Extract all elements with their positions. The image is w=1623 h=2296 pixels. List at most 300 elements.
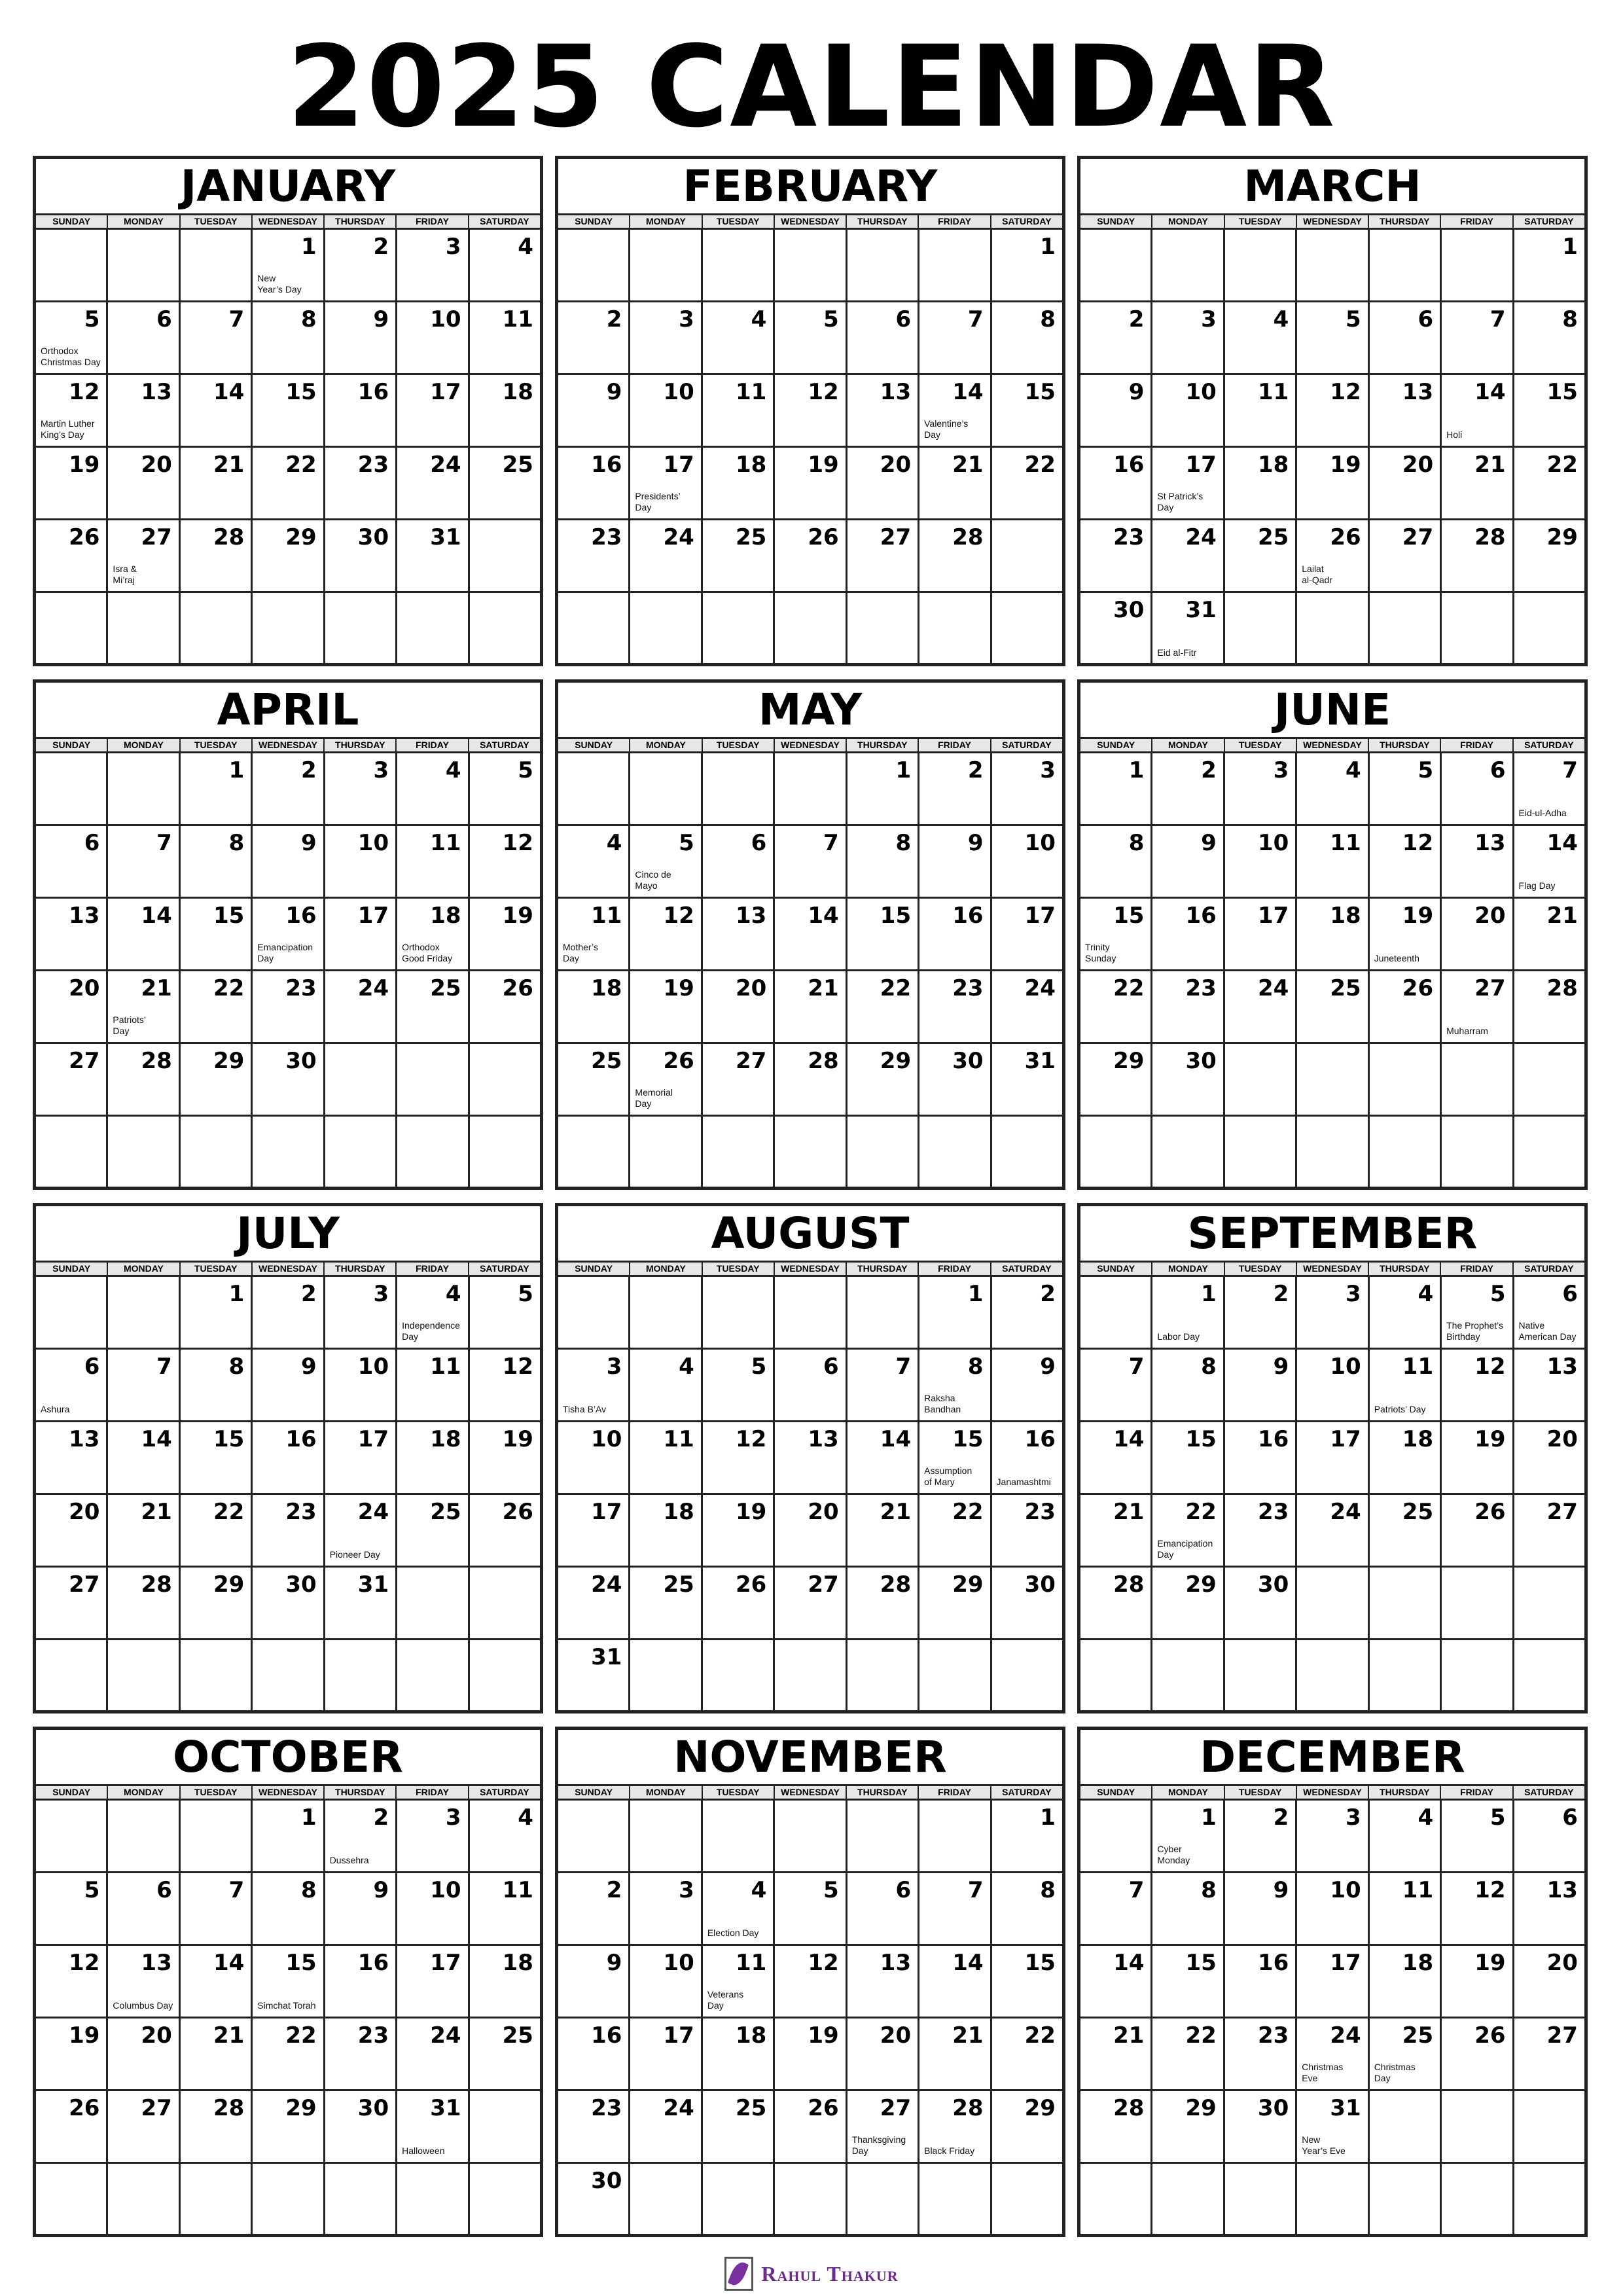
- empty-cell: [1368, 230, 1440, 300]
- day-number: 10: [1330, 1354, 1361, 1380]
- day-number: 2: [606, 1877, 622, 1903]
- day-cell: [918, 1422, 990, 1493]
- day-cell: [558, 1568, 628, 1638]
- day-cell: [1440, 375, 1512, 446]
- week-row: [36, 1420, 540, 1493]
- week-row: [36, 897, 540, 969]
- month-name: FEBRUARY: [683, 161, 938, 211]
- week-row: [558, 373, 1062, 446]
- day-number: 10: [1185, 379, 1217, 405]
- day-cell: [1440, 2018, 1512, 2089]
- day-cell: [990, 1350, 1062, 1420]
- week-row: [558, 1348, 1062, 1420]
- weekday-label: MONDAY: [107, 739, 179, 751]
- day-cell: [1080, 1495, 1150, 1566]
- day-number: 26: [1402, 975, 1434, 1001]
- day-cell: [106, 1044, 178, 1115]
- day-cell: [846, 520, 918, 591]
- day-number: 1: [1201, 1804, 1217, 1831]
- empty-cell: [701, 593, 773, 664]
- day-cell: [628, 375, 700, 446]
- day-cell: [1150, 1422, 1222, 1493]
- day-cell: [1150, 593, 1222, 664]
- empty-cell: [36, 753, 106, 824]
- day-cell: [1295, 753, 1367, 824]
- weekday-label: WEDNESDAY: [251, 1786, 323, 1799]
- empty-cell: [918, 1640, 990, 1711]
- day-cell: [846, 448, 918, 518]
- empty-cell: [628, 1801, 700, 1871]
- day-cell: [558, 448, 628, 518]
- day-cell: [846, 753, 918, 824]
- day-cell: [251, 1350, 323, 1420]
- day-cell: [1440, 1801, 1512, 1871]
- weekday-label: WEDNESDAY: [774, 215, 846, 228]
- day-cell: [251, 2091, 323, 2162]
- empty-cell: [395, 1640, 467, 1711]
- day-cell: [918, 2018, 990, 2089]
- empty-cell: [773, 593, 845, 664]
- day-cell: [1295, 448, 1367, 518]
- day-cell: [251, 1495, 323, 1566]
- week-row: [36, 2017, 540, 2089]
- day-cell: [1512, 1422, 1584, 1493]
- day-number: 4: [1418, 1804, 1434, 1831]
- day-cell: [395, 1422, 467, 1493]
- week-row: [1080, 969, 1584, 1042]
- empty-cell: [106, 593, 178, 664]
- empty-cell: [628, 1640, 700, 1711]
- day-number: 26: [735, 1571, 767, 1598]
- day-number: 6: [156, 306, 172, 332]
- weekday-label: WEDNESDAY: [774, 1263, 846, 1275]
- day-cell: [701, 448, 773, 518]
- day-number: 19: [1402, 903, 1434, 929]
- day-number: 29: [952, 1571, 984, 1598]
- month-june: [1077, 679, 1588, 1190]
- weekday-label: SUNDAY: [1097, 216, 1135, 226]
- day-number: 8: [1201, 1354, 1217, 1380]
- empty-cell: [1295, 1640, 1367, 1711]
- holiday-label: Martin Luther King’s Day: [41, 418, 95, 440]
- day-number: 11: [430, 830, 461, 856]
- day-number: 17: [591, 1499, 622, 1525]
- empty-cell: [1295, 593, 1367, 664]
- empty-cell: [1368, 2164, 1440, 2234]
- weekday-label: SUNDAY: [575, 740, 613, 750]
- day-cell: [1512, 899, 1584, 969]
- weekday-label: FRIDAY: [395, 739, 467, 751]
- day-cell: [36, 1422, 106, 1493]
- day-number: 2: [1273, 1804, 1289, 1831]
- day-cell: [468, 1350, 540, 1420]
- month-may: [555, 679, 1065, 1190]
- weekday-label: SUNDAY: [1097, 740, 1135, 750]
- day-cell: [918, 520, 990, 591]
- weekday-label: THURSDAY: [1368, 739, 1440, 751]
- day-number: 20: [880, 452, 912, 478]
- day-cell: [36, 520, 106, 591]
- empty-cell: [468, 1640, 540, 1711]
- day-number: 13: [69, 903, 100, 929]
- day-cell: [395, 448, 467, 518]
- day-number: 22: [952, 1499, 984, 1525]
- day-number: 14: [880, 1426, 912, 1452]
- day-cell: [1295, 1946, 1367, 2017]
- day-number: 8: [1040, 306, 1056, 332]
- empty-cell: [1512, 2164, 1584, 2234]
- month-december: [1077, 1727, 1588, 2237]
- week-row: [36, 2089, 540, 2162]
- day-cell: [1150, 1495, 1222, 1566]
- day-number: 14: [141, 903, 172, 929]
- day-number: 22: [1185, 2022, 1217, 2049]
- day-cell: [918, 753, 990, 824]
- day-cell: [1512, 826, 1584, 897]
- day-cell: [1440, 1495, 1512, 1566]
- day-cell: [773, 1044, 845, 1115]
- day-number: 29: [1113, 1048, 1145, 1074]
- day-cell: [36, 448, 106, 518]
- weekday-label: MONDAY: [1151, 1786, 1223, 1799]
- day-number: 20: [735, 975, 767, 1001]
- month-october: [33, 1727, 543, 2237]
- day-number: 25: [735, 2095, 767, 2121]
- day-cell: [1440, 1946, 1512, 2017]
- day-cell: [468, 448, 540, 518]
- day-number: 28: [952, 524, 984, 550]
- weekday-label: FRIDAY: [918, 1786, 990, 1799]
- day-number: 1: [301, 1804, 317, 1831]
- day-number: 30: [285, 1571, 317, 1598]
- day-cell: [323, 1495, 395, 1566]
- weekday-header: [558, 1784, 1062, 1801]
- day-number: 25: [591, 1048, 622, 1074]
- day-number: 27: [1474, 975, 1506, 1001]
- day-number: 16: [1185, 903, 1217, 929]
- day-number: 29: [285, 524, 317, 550]
- week-row: [1080, 753, 1584, 824]
- empty-cell: [628, 2164, 700, 2234]
- day-number: 19: [808, 452, 839, 478]
- day-number: 9: [373, 306, 389, 332]
- empty-cell: [106, 1640, 178, 1711]
- holiday-label: Patriots’ Day: [113, 1014, 146, 1036]
- day-number: 14: [213, 379, 245, 405]
- day-number: 2: [1128, 306, 1145, 332]
- empty-cell: [106, 1801, 178, 1871]
- day-cell: [990, 2018, 1062, 2089]
- week-row: [1080, 1638, 1584, 1711]
- weekday-label: FRIDAY: [1440, 1263, 1512, 1275]
- empty-cell: [1080, 2164, 1150, 2234]
- week-row: [36, 969, 540, 1042]
- day-number: 29: [1185, 1571, 1217, 1598]
- day-number: 29: [213, 1571, 245, 1598]
- day-number: 25: [663, 1571, 694, 1598]
- weekday-label: SUNDAY: [575, 216, 613, 226]
- day-number: 9: [1201, 830, 1217, 856]
- day-number: 14: [1113, 1426, 1145, 1452]
- day-cell: [846, 302, 918, 373]
- empty-cell: [846, 1640, 918, 1711]
- day-cell: [918, 826, 990, 897]
- week-row: [558, 1566, 1062, 1638]
- day-cell: [323, 230, 395, 300]
- weekday-label: SUNDAY: [52, 1263, 91, 1274]
- day-cell: [1295, 302, 1367, 373]
- holiday-label: Presidents’ Day: [635, 491, 681, 512]
- day-cell: [918, 1568, 990, 1638]
- empty-cell: [1295, 2164, 1367, 2234]
- day-number: 23: [1113, 524, 1145, 550]
- month-name: DECEMBER: [1200, 1732, 1465, 1782]
- day-cell: [1368, 753, 1440, 824]
- week-row: [36, 1944, 540, 2017]
- day-number: 26: [1330, 524, 1361, 550]
- day-number: 7: [228, 306, 245, 332]
- day-cell: [1150, 1277, 1222, 1348]
- day-cell: [1440, 826, 1512, 897]
- day-cell: [558, 1946, 628, 2017]
- day-number: 12: [1330, 379, 1361, 405]
- empty-cell: [1512, 1640, 1584, 1711]
- empty-cell: [36, 1801, 106, 1871]
- day-cell: [628, 826, 700, 897]
- day-cell: [106, 826, 178, 897]
- day-cell: [1440, 1350, 1512, 1420]
- day-cell: [918, 1044, 990, 1115]
- day-number: 9: [1273, 1877, 1289, 1903]
- day-cell: [1295, 971, 1367, 1042]
- day-number: 3: [1346, 1281, 1361, 1307]
- day-cell: [323, 2018, 395, 2089]
- day-number: 26: [502, 1499, 533, 1525]
- day-cell: [468, 375, 540, 446]
- day-number: 24: [430, 452, 461, 478]
- day-number: 6: [823, 1354, 839, 1380]
- empty-cell: [1295, 1044, 1367, 1115]
- holiday-label: Memorial Day: [635, 1087, 673, 1109]
- day-cell: [1150, 375, 1222, 446]
- week-row: [558, 1042, 1062, 1115]
- day-number: 12: [808, 1950, 839, 1976]
- day-cell: [1080, 375, 1150, 446]
- day-number: 5: [1489, 1804, 1506, 1831]
- day-cell: [846, 1568, 918, 1638]
- day-cell: [251, 971, 323, 1042]
- day-number: 20: [1546, 1426, 1578, 1452]
- day-cell: [918, 1495, 990, 1566]
- weekday-label: THURSDAY: [846, 1786, 918, 1799]
- day-cell: [323, 520, 395, 591]
- day-cell: [990, 1495, 1062, 1566]
- empty-cell: [1440, 2164, 1512, 2234]
- day-number: 19: [69, 2022, 100, 2049]
- weekday-label: TUESDAY: [702, 739, 774, 751]
- day-number: 8: [301, 1877, 317, 1903]
- day-cell: [628, 2091, 700, 2162]
- day-cell: [558, 520, 628, 591]
- day-cell: [628, 1946, 700, 2017]
- day-number: 8: [1040, 1877, 1056, 1903]
- day-cell: [701, 1946, 773, 2017]
- holiday-label: The Prophet’s Birthday: [1446, 1320, 1504, 1342]
- weekday-label: FRIDAY: [1440, 739, 1512, 751]
- day-number: 18: [430, 1426, 461, 1452]
- empty-cell: [36, 593, 106, 664]
- weekday-label: SATURDAY: [468, 739, 540, 751]
- day-cell: [918, 302, 990, 373]
- day-number: 12: [1402, 830, 1434, 856]
- day-number: 1: [228, 757, 245, 783]
- week-row: [1080, 2162, 1584, 2234]
- day-cell: [701, 375, 773, 446]
- day-number: 3: [373, 757, 389, 783]
- day-cell: [701, 302, 773, 373]
- weekday-label: TUESDAY: [1224, 739, 1296, 751]
- day-cell: [1223, 1568, 1295, 1638]
- day-number: 2: [1273, 1281, 1289, 1307]
- day-number: 5: [1346, 306, 1361, 332]
- weekday-label: MONDAY: [1151, 1263, 1223, 1275]
- day-cell: [106, 1350, 178, 1420]
- holiday-label: Tisha B’Av: [563, 1404, 607, 1414]
- weekday-label: MONDAY: [107, 215, 179, 228]
- week-row: [558, 300, 1062, 373]
- day-number: 30: [1257, 2095, 1289, 2121]
- day-number: 18: [1257, 452, 1289, 478]
- empty-cell: [1080, 230, 1150, 300]
- weekday-label: SATURDAY: [990, 1263, 1062, 1275]
- holiday-label: Thanksgiving Day: [851, 2134, 906, 2156]
- day-number: 16: [1113, 452, 1145, 478]
- week-row: [1080, 1115, 1584, 1187]
- day-number: 8: [895, 830, 912, 856]
- day-number: 27: [880, 524, 912, 550]
- day-cell: [468, 1801, 540, 1871]
- day-number: 27: [880, 2095, 912, 2121]
- day-cell: [323, 1350, 395, 1420]
- day-number: 9: [373, 1877, 389, 1903]
- day-cell: [323, 1422, 395, 1493]
- day-cell: [395, 899, 467, 969]
- day-cell: [1150, 2018, 1222, 2089]
- day-cell: [179, 2018, 251, 2089]
- empty-cell: [251, 593, 323, 664]
- day-cell: [773, 1350, 845, 1420]
- day-number: 11: [430, 1354, 461, 1380]
- day-cell: [918, 448, 990, 518]
- day-number: 14: [1546, 830, 1578, 856]
- day-cell: [395, 1801, 467, 1871]
- day-cell: [1295, 1350, 1367, 1420]
- day-cell: [1150, 302, 1222, 373]
- empty-cell: [918, 593, 990, 664]
- day-number: 28: [1474, 524, 1506, 550]
- day-number: 29: [880, 1048, 912, 1074]
- day-cell: [36, 826, 106, 897]
- day-number: 4: [518, 1804, 533, 1831]
- day-cell: [558, 302, 628, 373]
- weekday-header: [558, 1261, 1062, 1277]
- day-cell: [251, 302, 323, 373]
- day-number: 11: [591, 903, 622, 929]
- empty-cell: [1368, 1117, 1440, 1187]
- day-cell: [701, 2091, 773, 2162]
- empty-cell: [1512, 1044, 1584, 1115]
- week-row: [1080, 1566, 1584, 1638]
- holiday-label: Assumption of Mary: [924, 1465, 972, 1487]
- weekday-label: THURSDAY: [323, 215, 395, 228]
- empty-cell: [558, 1277, 628, 1348]
- holiday-label: Emancipation Day: [257, 942, 313, 963]
- day-cell: [990, 1277, 1062, 1348]
- empty-cell: [1512, 1117, 1584, 1187]
- day-cell: [1368, 1495, 1440, 1566]
- empty-cell: [918, 230, 990, 300]
- week-row: [558, 230, 1062, 300]
- day-cell: [251, 826, 323, 897]
- day-cell: [1512, 520, 1584, 591]
- day-cell: [1368, 1277, 1440, 1348]
- day-cell: [773, 899, 845, 969]
- day-cell: [701, 1044, 773, 1115]
- week-row: [1080, 1944, 1584, 2017]
- day-number: 21: [808, 975, 839, 1001]
- day-number: 11: [663, 1426, 694, 1452]
- day-cell: [36, 1873, 106, 1944]
- day-number: 31: [357, 1571, 389, 1598]
- day-cell: [1368, 1873, 1440, 1944]
- empty-cell: [558, 1801, 628, 1871]
- empty-cell: [1223, 1117, 1295, 1187]
- holiday-label: Juneteenth: [1374, 953, 1419, 963]
- day-number: 10: [591, 1426, 622, 1452]
- day-number: 13: [1402, 379, 1434, 405]
- day-number: 31: [1330, 2095, 1361, 2121]
- day-cell: [990, 1044, 1062, 1115]
- day-cell: [1440, 302, 1512, 373]
- day-number: 9: [1128, 379, 1145, 405]
- empty-cell: [179, 1801, 251, 1871]
- weekday-label: SATURDAY: [1512, 1263, 1584, 1275]
- day-cell: [1080, 826, 1150, 897]
- week-row: [558, 1871, 1062, 1944]
- day-number: 7: [967, 1877, 984, 1903]
- weekday-label: TUESDAY: [179, 1263, 251, 1275]
- weekday-label: TUESDAY: [702, 1263, 774, 1275]
- day-cell: [1150, 1350, 1222, 1420]
- empty-cell: [990, 1117, 1062, 1187]
- day-number: 13: [880, 1950, 912, 1976]
- empty-cell: [1080, 1801, 1150, 1871]
- day-cell: [990, 826, 1062, 897]
- holiday-label: Native American Day: [1518, 1320, 1577, 1342]
- day-cell: [628, 2018, 700, 2089]
- day-cell: [323, 1568, 395, 1638]
- empty-cell: [468, 1044, 540, 1115]
- day-number: 22: [213, 1499, 245, 1525]
- day-cell: [179, 1946, 251, 2017]
- quill-pen-icon: [724, 2257, 753, 2291]
- day-number: 21: [952, 2022, 984, 2049]
- day-cell: [628, 1422, 700, 1493]
- empty-cell: [701, 1117, 773, 1187]
- day-number: 12: [735, 1426, 767, 1452]
- week-row: [558, 2017, 1062, 2089]
- empty-cell: [1295, 1117, 1367, 1187]
